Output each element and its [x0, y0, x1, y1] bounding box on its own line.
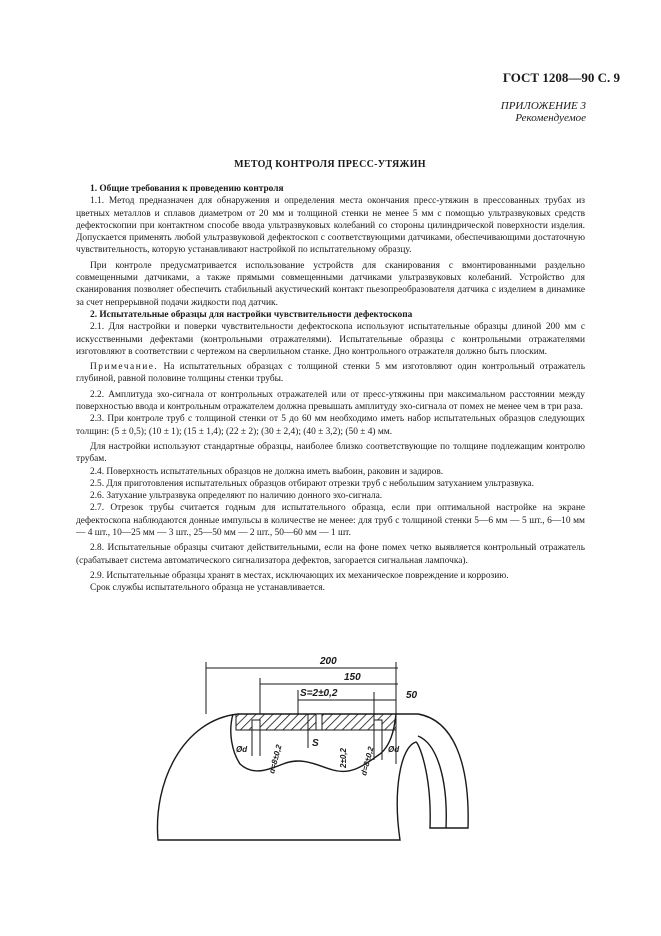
paragraph-1-1-cont: При контроле предусматривается использование устройств для сканирования с вмонтированными раздельно совмещенными датчиками, а также прямыми совмещенными датчиками ультразвуковых колебаний. Устройство для сканирования позволяет обеспечить стабильный акустический контакт пьезопреобразователя датчика с изделием в динамике за счет непрерывной подачи жидкости под датчик. [76, 260, 585, 308]
paragraph-2-5: 2.5. Для приготовления испытательных образцов отбирают отрезки труб с небольшим затуханием ультразвука. [90, 478, 534, 489]
appendix-status: Рекомендуемое [515, 112, 586, 124]
appendix-block [440, 100, 586, 124]
dim-50-label: 50 [406, 690, 418, 701]
paragraph-2-8: 2.8. Испытательные образцы считают действительными, если на фоне помех четко выявляется контрольный отражатель (срабатывает система автоматического сигнализатора дефектов, загорается сигнальная лампочка). [76, 543, 585, 566]
paragraph-2-3: 2.3. При контроле труб с толщиной стенки от 5 до 60 мм необходимо иметь набор испытательных образцов следующих толщин: (5 ± 0,5); (10 ± 1); (15 ± 1,4); (22 ± 2); (30 ± 2,4); (40 ± 3,2); (50 ± 4) мм. [76, 414, 585, 437]
dim-200-label: 200 [320, 656, 337, 667]
section-2-heading: 2. Испытательные образцы для настройки чувствительности дефектоскопа [90, 309, 413, 320]
section-1-heading: 1. Общие требования к проведению контроля [90, 184, 284, 194]
page-header: ГОСТ 1208—90 С. 9 [502, 70, 620, 85]
paragraph-2-6: 2.6. Затухание ультразвука определяют по наличию донного эхо-сигнала. [90, 491, 383, 502]
dim-150-label: 150 [344, 672, 361, 683]
label-s: S [312, 738, 319, 749]
paragraph-2-7: 2.7. Отрезок трубы считается годным для испытательного образца, если при оптимальной настройке на экране дефектоскопа наблюдаются донные импульсы в количестве не менее: для труб с толщиной стенки 5—6 мм — 5 шт., 6—10 мм — 4 шт., 10—25 мм — 3 шт., 25—50 мм — 2 шт., 50—60 мм — 1 шт. [76, 503, 585, 539]
tube-outline [157, 714, 468, 840]
label-d-left: d=8±0,2 [267, 743, 284, 775]
reflector-hole-middle [316, 714, 322, 730]
document-title: МЕТОД КОНТРОЛЯ ПРЕСС-УТЯЖИН [234, 159, 426, 170]
paragraph-1-1: 1.1. Метод предназначен для обнаружения и определения места окончания пресс-утяжин в прессованных трубах из цветных металлов и сплавов диаметром от 20 мм и толщиной стенки не менее 5 мм с помощью ультразвуковых средств дефектоскопии при контактном способе ввода ультразвуковых колебаний со стороны цилиндрической поверхности изделия. Допускается применять любой ультразвуковой дефектоскоп с соответствующими датчиками, обеспечивающими достаточную чувствительность, которую устанавливают настройкой по испытательному образцу. [76, 196, 585, 256]
paragraph-2-1: 2.1. Для настройки и поверки чувствительности дефектоскопа используют испытательные образцы длиной 200 мм с искусственными дефектами (контрольными отражателями). Испытательные образцы с контрольными отражателями изготовляют в соответствии с чертежом на сверлильном станке. Дно контрольного отражателя должно быть плоским. [76, 322, 585, 357]
paragraph-2-9-cont: Срок службы испытательного образца не устанавливается. [90, 583, 325, 594]
reflector-hole-right [374, 720, 382, 730]
label-od-right: Ød [388, 745, 400, 754]
paragraph-2-4: 2.4. Поверхность испытательных образцов не должна иметь выбоин, раковин и задиров. [90, 466, 444, 477]
reflector-hole-left [252, 720, 260, 730]
note-text: На испытательных образцах с толщиной стенки 5 мм изготовляют один контрольный отражатель глубиной, равной половине толщины стенки трубы. [76, 362, 585, 385]
paragraph-2-3-cont: Для настройки используют стандартные образцы, наиболее близко соответствующие по толщине подлежащим контролю трубам. [76, 441, 585, 465]
label-depth: 2±0,2 [339, 748, 348, 768]
dim-s-label: S=2±0,2 [300, 688, 338, 699]
appendix-label: ПРИЛОЖЕНИЕ 3 [500, 100, 586, 112]
document-body [76, 183, 585, 595]
paragraph-2-9: 2.9. Испытательные образцы хранят в местах, исключающих их механическое повреждение и коррозию. [90, 570, 509, 581]
tube-bore [418, 736, 446, 828]
label-od-left: Ød [236, 745, 248, 754]
note-label: Примечание. [90, 362, 159, 373]
paragraph-2-2: 2.2. Амплитуда эхо-сигнала от контрольных отражателей или от пресс-утяжины при максимальном расстоянии между поверхностью ввода и контрольным отражателем должна превышать амплитуду эхо-сигнала от помех не менее чем в три раза. [76, 389, 585, 413]
label-d-right: d=8±0,2 [359, 745, 376, 777]
note-paragraph [76, 361, 585, 386]
test-sample-drawing [148, 652, 488, 852]
